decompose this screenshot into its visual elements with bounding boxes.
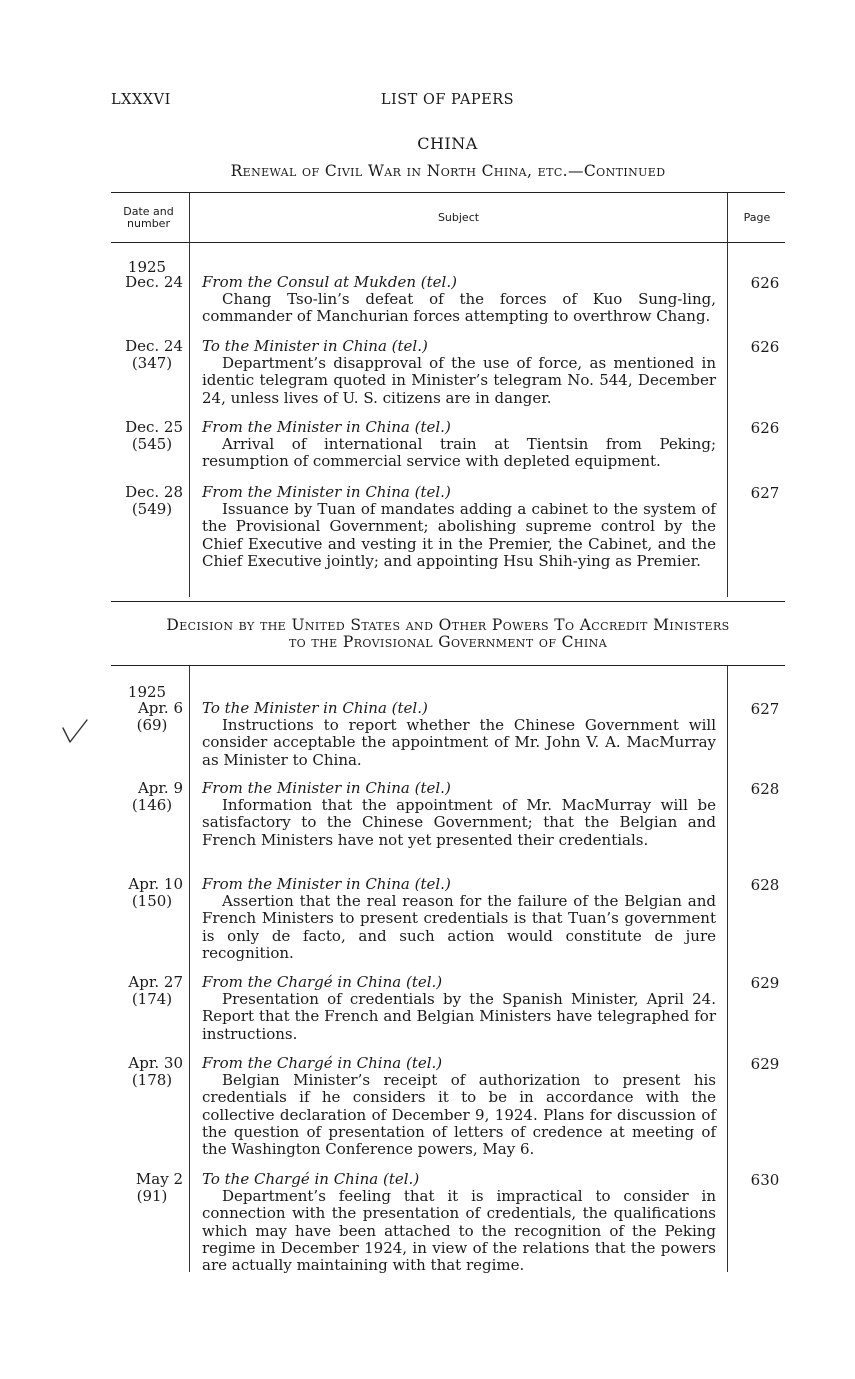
column-header-date-line1: Date and <box>123 205 174 218</box>
entry-page: 628 <box>750 876 780 894</box>
entry-heading: To the Minister in China (tel.) <box>202 699 428 717</box>
entry-date-text: Apr. 9 <box>137 779 183 797</box>
entry-date <box>111 700 183 734</box>
entry-date-text: Dec. 24 <box>125 273 183 291</box>
entry-number: (178) <box>131 1071 173 1089</box>
table-top-rule <box>111 192 785 193</box>
entry-body: Chang Tso-lin’s defeat of the forces of Kuo Sung-ling, commander of Manchurian forces attempting to overthrow Chang. <box>202 290 716 326</box>
entry-date-text: Dec. 24 <box>125 337 183 355</box>
entry-subject <box>202 700 716 769</box>
entry-number: (91) <box>136 1187 168 1205</box>
country-heading: CHINA <box>417 134 478 153</box>
entry-date <box>111 338 183 372</box>
entry-subject <box>202 876 716 962</box>
entry-number: (150) <box>131 892 173 910</box>
column-header-date <box>111 206 186 230</box>
column-divider <box>727 193 728 597</box>
entry-subject <box>202 484 716 570</box>
entry-page: 629 <box>750 1055 780 1073</box>
entry-subject <box>202 419 716 471</box>
entry-page: 628 <box>750 780 780 798</box>
entry-subject <box>202 974 716 1043</box>
entry-subject <box>202 780 716 849</box>
entry-heading: From the Consul at Mukden (tel.) <box>202 273 457 291</box>
entry-page: 629 <box>750 974 780 992</box>
column-divider <box>189 666 190 1272</box>
entry-heading: To the Chargé in China (tel.) <box>202 1170 420 1188</box>
entry-body: Arrival of international train at Tientsin from Peking; resumption of commercial service with depleted equipment. <box>202 435 716 471</box>
entry-date <box>111 1055 183 1089</box>
entry-page: 627 <box>750 700 780 718</box>
entry-body: Belgian Minister’s receipt of authorization to present his credentials if he considers it to be in accordance with the collective declaration of December 9, 1924. Plans for discussion of the question of presentation of letters of credence at meeting of the Washington Conference powers, May 6. <box>202 1071 716 1159</box>
section-title-line1: Decision by the United States and Other Powers To Accredit Ministers <box>166 616 730 634</box>
entry-number: (146) <box>131 796 173 814</box>
entry-subject <box>202 1055 716 1158</box>
entry-date <box>111 274 183 291</box>
year-label: 1925 <box>127 683 167 701</box>
entry-body: Assertion that the real reason for the failure of the Belgian and French Ministers to present credentials is that Tuan’s government is only de facto, and such action would constitute de jure recognition. <box>202 892 716 962</box>
entry-body: Presentation of credentials by the Spanish Minister, April 24. Report that the French and Belgian Ministers have telegraphed for instructions. <box>202 990 716 1043</box>
entry-heading: From the Chargé in China (tel.) <box>202 973 443 991</box>
entry-body: Instructions to report whether the Chinese Government will consider acceptable the appointment of Mr. John V. A. MacMurray as Minister to China. <box>202 716 716 769</box>
entry-date-text: Apr. 27 <box>128 973 183 991</box>
column-divider <box>727 666 728 1272</box>
page-number-roman: LXXXVI <box>111 92 171 108</box>
section-divider-rule <box>111 601 785 602</box>
entry-body: Information that the appointment of Mr. MacMurray will be satisfactory to the Chinese Government; that the Belgian and French Ministers have not yet presented their credentials. <box>202 796 716 849</box>
entry-page: 627 <box>750 484 780 502</box>
entry-number: (69) <box>136 716 168 734</box>
entry-heading: From the Minister in China (tel.) <box>202 418 451 436</box>
handwritten-checkmark-icon <box>60 716 90 746</box>
entry-date-text: Apr. 30 <box>128 1054 183 1072</box>
entry-subject <box>202 338 716 407</box>
entry-date-text: Apr. 10 <box>128 875 183 893</box>
entry-body: Department’s feeling that it is impractical to consider in connection with the presentation of credentials, the qualifications which may have been attached to the recognition of the Peking regime in December 1924, in view of the relations that the powers are actually maintaining with that regime. <box>202 1187 716 1275</box>
entry-date-text: Apr. 6 <box>137 699 183 717</box>
entry-date <box>111 1171 183 1205</box>
section-title-accredit-ministers <box>111 617 785 651</box>
running-head: LIST OF PAPERS <box>380 92 515 108</box>
year-label: 1925 <box>127 258 167 276</box>
entry-heading: From the Minister in China (tel.) <box>202 779 451 797</box>
entry-page: 630 <box>750 1171 780 1189</box>
entry-heading: To the Minister in China (tel.) <box>202 337 428 355</box>
entry-date <box>111 419 183 453</box>
section-title-line2: to the Provisional Government of China <box>288 633 608 651</box>
entry-number: (549) <box>131 500 173 518</box>
entry-date <box>111 876 183 910</box>
entry-subject <box>202 1171 716 1274</box>
entry-page: 626 <box>750 338 780 356</box>
entry-subject <box>202 274 716 326</box>
entry-page: 626 <box>750 274 780 292</box>
column-header-date-line2: number <box>127 217 170 230</box>
entry-date <box>111 780 183 814</box>
entry-body: Department’s disapproval of the use of force, as mentioned in identic telegram quoted in Minister’s telegram No. 544, December 24, unless lives of U. S. citizens are in danger. <box>202 354 716 407</box>
entry-date <box>111 484 183 518</box>
column-header-page: Page <box>743 211 771 224</box>
entry-number: (347) <box>131 354 173 372</box>
column-header-subject: Subject <box>437 211 480 224</box>
entry-date-text: Dec. 28 <box>125 483 183 501</box>
table-top-rule <box>111 665 785 666</box>
entry-body: Issuance by Tuan of mandates adding a cabinet to the system of the Provisional Government; abolishing supreme control by the Chief Executive and vesting it in the Premier, the Cabinet, and the Chief Executive jointly; and appointing Hsu Shih-ying as Premier. <box>202 500 716 570</box>
section-title-civil-war: Renewal of Civil War in North China, etc.—Continued <box>230 162 666 180</box>
entry-date-text: Dec. 25 <box>125 418 183 436</box>
entry-heading: From the Minister in China (tel.) <box>202 483 451 501</box>
column-divider <box>189 193 190 597</box>
entry-heading: From the Chargé in China (tel.) <box>202 1054 443 1072</box>
entry-page: 626 <box>750 419 780 437</box>
entry-heading: From the Minister in China (tel.) <box>202 875 451 893</box>
entry-date <box>111 974 183 1008</box>
entry-date-text: May 2 <box>135 1170 183 1188</box>
entry-number: (545) <box>131 435 173 453</box>
table-header-rule <box>111 242 785 243</box>
entry-number: (174) <box>131 990 173 1008</box>
